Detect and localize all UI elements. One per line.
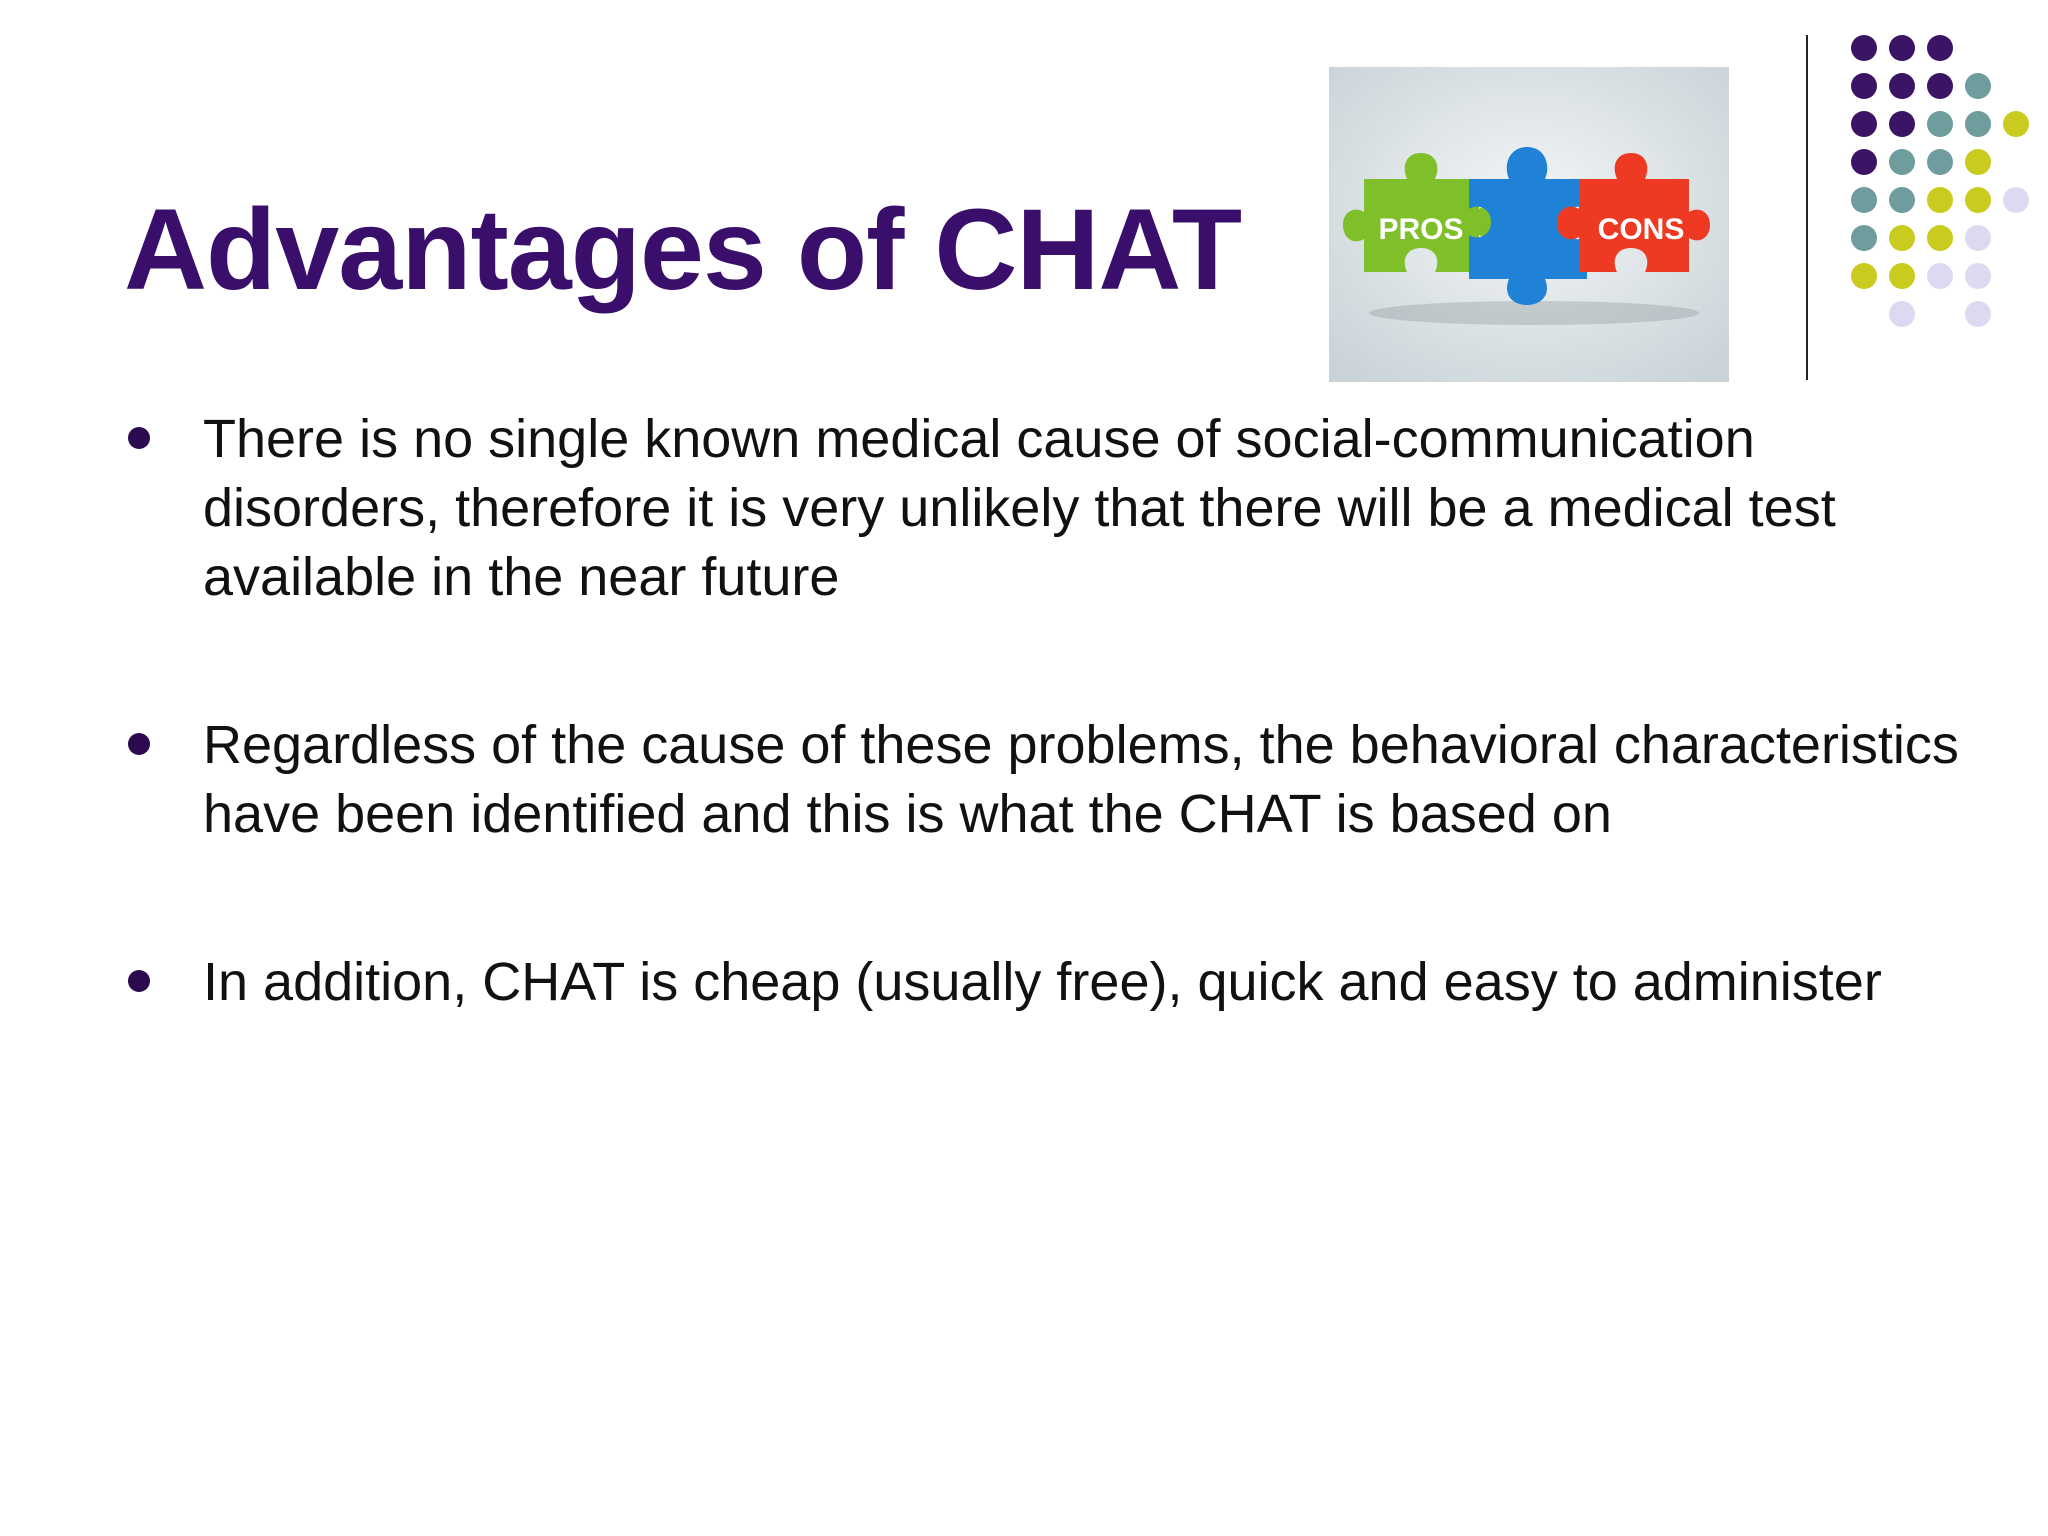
decorative-dot xyxy=(1889,35,1915,61)
decorative-dot xyxy=(1965,263,1991,289)
decorative-dot xyxy=(1927,111,1953,137)
decorative-dot xyxy=(1965,149,1991,175)
decorative-dot xyxy=(1889,187,1915,213)
decorative-dot xyxy=(1927,149,1953,175)
decorative-dot xyxy=(1927,263,1953,289)
pros-label: PROS xyxy=(1378,213,1464,246)
bullet-item: There is no single known medical cause of social-communication disorders, therefore it is very unlikely that there will be a medical test available in the near future xyxy=(120,405,1970,612)
pros-cons-puzzle-picture xyxy=(1329,67,1729,382)
decorative-dot xyxy=(1965,301,1991,327)
decorative-dot xyxy=(1889,225,1915,251)
cons-label: CONS xyxy=(1597,213,1685,246)
decorative-dot xyxy=(1851,149,1877,175)
decorative-dot-grid xyxy=(1840,30,2040,350)
decorative-dot xyxy=(1851,35,1877,61)
decorative-dot xyxy=(1965,111,1991,137)
decorative-dot xyxy=(1889,73,1915,99)
bullet-list xyxy=(120,405,1970,1017)
decorative-dot xyxy=(1889,263,1915,289)
decorative-dot xyxy=(1851,225,1877,251)
decorative-dot xyxy=(1965,225,1991,251)
bullet-item: In addition, CHAT is cheap (usually free), quick and easy to administer xyxy=(120,948,1970,1017)
decorative-dot xyxy=(2003,187,2029,213)
decorative-dot xyxy=(1965,73,1991,99)
decorative-dot xyxy=(1889,149,1915,175)
decorative-dot xyxy=(1927,225,1953,251)
decorative-dot xyxy=(1927,73,1953,99)
decorative-dot xyxy=(1889,111,1915,137)
decorative-dot xyxy=(1927,187,1953,213)
bullet-item: Regardless of the cause of these problems, the behavioral characteristics have been identified and this is what the CHAT is based on xyxy=(120,711,1970,849)
decorative-dot xyxy=(1851,263,1877,289)
slide-title: Advantages of CHAT xyxy=(124,186,1242,314)
puzzle-shadow xyxy=(1369,301,1699,325)
decorative-dot xyxy=(2003,111,2029,137)
decorative-dot xyxy=(1889,301,1915,327)
decorative-dot xyxy=(1927,35,1953,61)
vertical-divider-line xyxy=(1806,35,1808,380)
decorative-dot xyxy=(1851,111,1877,137)
decorative-dot xyxy=(1851,73,1877,99)
decorative-dot xyxy=(1965,187,1991,213)
decorative-dot xyxy=(1851,187,1877,213)
